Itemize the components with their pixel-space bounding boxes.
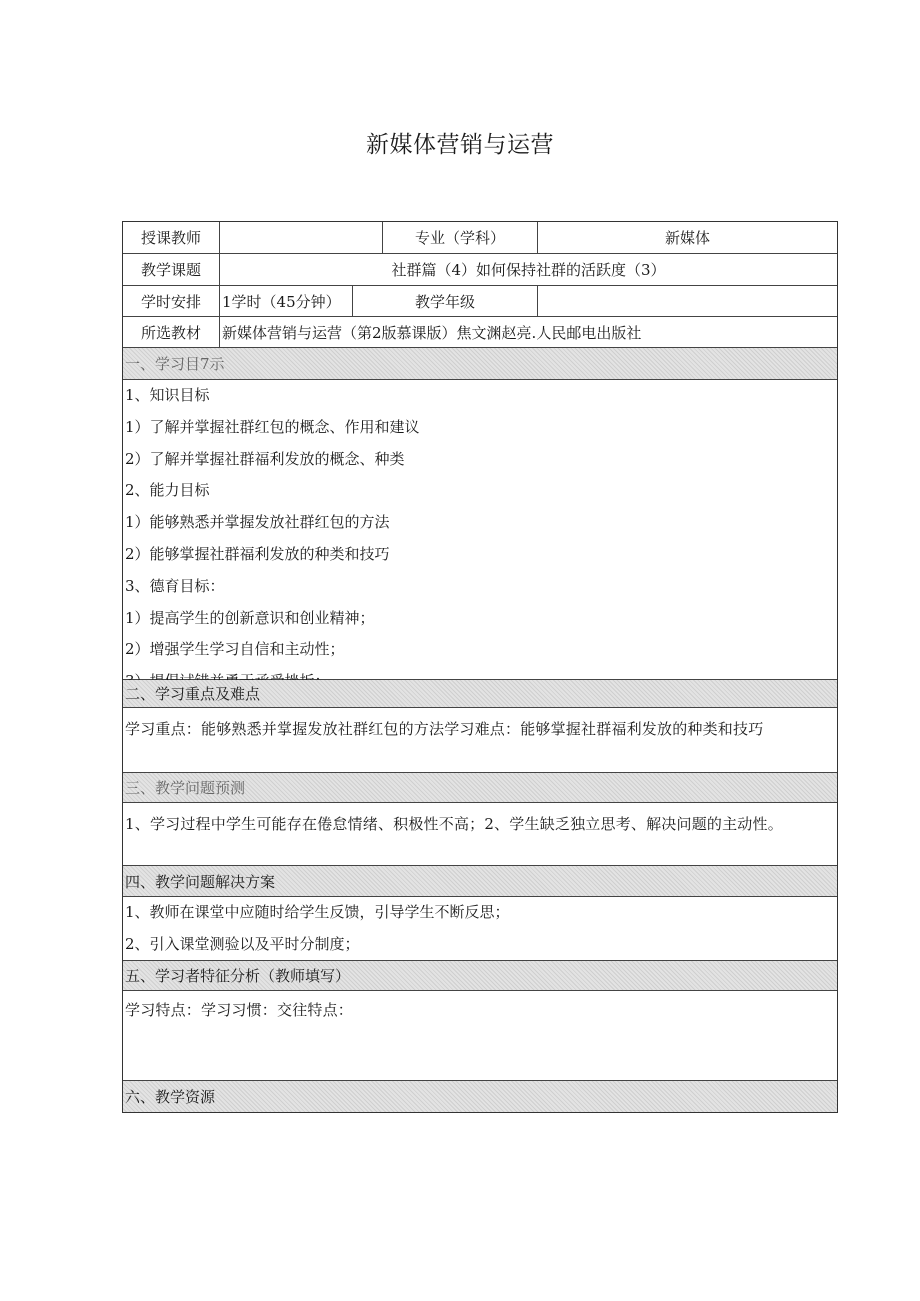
- objective-line: 3、德育目标：: [125, 576, 225, 595]
- section-1-header: [123, 348, 837, 380]
- grade-label: 教学年级: [353, 286, 538, 316]
- section-3-body: [123, 803, 837, 866]
- teacher-label: 授课教师: [123, 222, 220, 253]
- section-2-body: [123, 708, 837, 773]
- teacher-value[interactable]: [220, 222, 383, 253]
- section-5-body: [123, 991, 837, 1081]
- objective-line: 1）提高学生的创新意识和创业精神；: [125, 608, 375, 627]
- section-4-title: 四、教学问题解决方案: [125, 872, 276, 891]
- section-1-title: 一、学习目7示: [125, 355, 225, 373]
- problem-prediction-text: 1、学习过程中学生可能存在倦怠情绪、积极性不高；2、学生缺乏独立思考、解决问题的主动性。: [125, 815, 783, 833]
- section-3-header: [123, 773, 837, 803]
- major-value[interactable]: 新媒体: [664, 229, 710, 247]
- objective-line: 2、能力目标: [125, 481, 210, 500]
- section-4-header: [123, 866, 837, 897]
- grade-value[interactable]: [538, 286, 837, 316]
- row-topic: [123, 254, 837, 286]
- solution-line: 1、教师在课堂中应随时给学生反馈，引导学生不断反思；: [125, 903, 510, 921]
- row-hours: [123, 286, 837, 317]
- solution-lines: [125, 897, 833, 961]
- objective-line: 2）能够掌握社群福利发放的种类和技巧: [125, 544, 390, 563]
- row-textbook: [123, 317, 837, 348]
- textbook-value[interactable]: 新媒体营销与运营（第2版慕课版）焦文渊赵亮.人民邮电出版社: [222, 323, 642, 342]
- objective-line: 1、知识目标: [125, 386, 210, 404]
- section-1-body: [123, 380, 837, 680]
- objective-line: 2）增强学生学习自信和主动性；: [125, 640, 345, 659]
- textbook-label: 所选教材: [123, 317, 220, 347]
- topic-label: 教学课题: [123, 254, 220, 285]
- key-points-text: 学习重点：能够熟悉并掌握发放社群红包的方法学习难点：能够掌握社群福利发放的种类和技巧: [125, 720, 764, 738]
- lesson-plan-table: [122, 221, 838, 1113]
- topic-value[interactable]: 社群篇（4）如何保持社群的活跃度（3）: [391, 261, 666, 279]
- section-5-title: 五、学习者特征分析（教师填写）: [125, 967, 351, 985]
- section-3-title: 三、教学问题预测: [125, 779, 246, 797]
- major-label: 专业（学科）: [383, 222, 538, 253]
- learning-objectives: [125, 380, 833, 698]
- section-4-body: [123, 897, 837, 961]
- hours-value[interactable]: 1学时（45分钟）: [220, 286, 353, 316]
- document-title: 新媒体营销与运营: [366, 132, 554, 158]
- hours-label: 学时安排: [123, 286, 220, 316]
- section-2-header: [123, 680, 837, 708]
- section-5-header: [123, 961, 837, 991]
- section-2-title: 二、学习重点及难点: [125, 685, 261, 703]
- objective-line: 2）了解并掌握社群福利发放的概念、种类: [125, 449, 405, 468]
- section-6-header: [123, 1081, 837, 1112]
- objective-line: 1）能够熟悉并掌握发放社群红包的方法: [125, 513, 390, 532]
- section-6-title: 六、教学资源: [125, 1088, 216, 1106]
- solution-line: 2、引入课堂测验以及平时分制度；: [125, 934, 360, 953]
- objective-line: 1）了解并掌握社群红包的概念、作用和建议: [125, 417, 420, 436]
- row-teacher: [123, 222, 837, 254]
- learner-analysis-text[interactable]: 学习特点：学习习惯：交往特点：: [125, 1001, 354, 1019]
